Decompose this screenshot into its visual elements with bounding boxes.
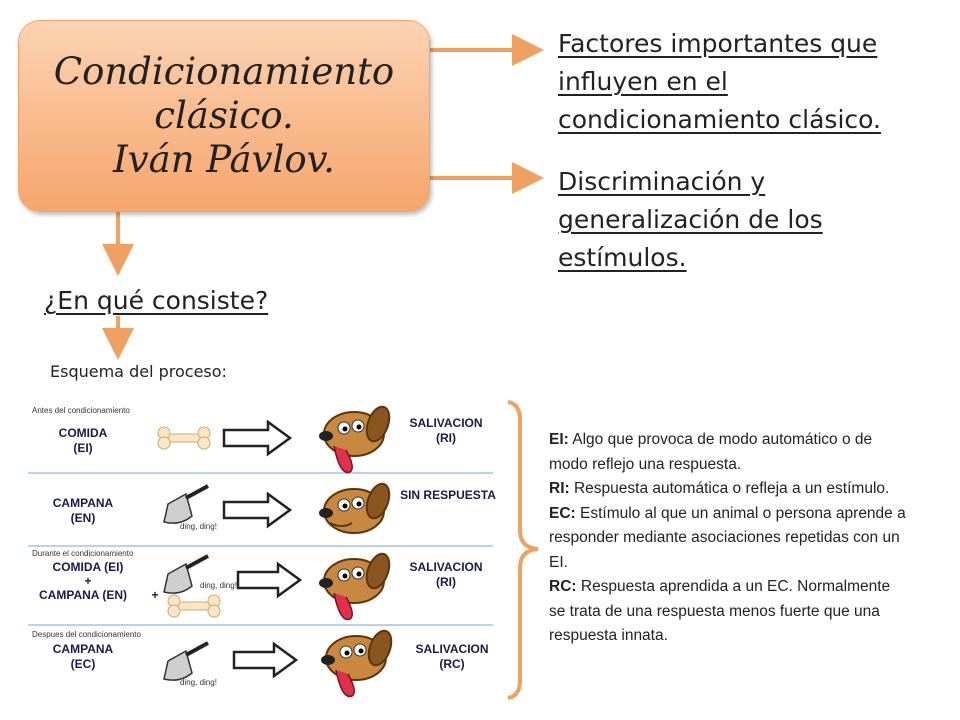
- food-plus: +: [151, 588, 159, 602]
- section-after-label: Despues del condicionamiento: [32, 630, 141, 639]
- row3-response: SALIVACION (RI): [409, 560, 483, 589]
- bell-icon: [164, 643, 208, 680]
- scheme-label: Esquema del proceso:: [50, 362, 227, 381]
- row1-response: SALIVACION (RI): [409, 416, 483, 445]
- row4-stimulus: CAMPANA (EC): [52, 642, 114, 671]
- title-line-2: clásico.: [154, 94, 294, 137]
- dog-salivating-icon: [319, 551, 394, 620]
- row1-stimulus: COMIDA (EI): [58, 426, 108, 455]
- dog-salivating-icon: [321, 628, 396, 697]
- definitions: [549, 428, 909, 649]
- dog-salivating-icon: [319, 404, 394, 473]
- bell-icon: [164, 486, 208, 523]
- bone-icon: [158, 427, 210, 449]
- bell-sound-label: ding, ding!: [180, 678, 217, 687]
- outline-arrow-icon: [224, 494, 290, 526]
- definition-ri: RI: Respuesta automática o refleja a un estímulo.: [549, 480, 890, 497]
- definition-ec: EC: Estímulo al que un animal o persona aprende a responder mediante asociaciones repetidas con un EI.: [549, 504, 906, 571]
- dog-neutral-icon: [319, 481, 394, 533]
- row3-stimulus-a: COMIDA (EI): [52, 560, 124, 574]
- row2-stimulus: CAMPANA (EN): [52, 496, 114, 525]
- bell-sound-label: ding, ding!: [180, 522, 217, 531]
- bone-icon: [168, 595, 220, 617]
- row3-plus: +: [84, 574, 92, 588]
- row3-stimulus-b: CAMPANA (EN): [39, 588, 127, 602]
- definition-ei: EI: Algo que provoca de modo automático o de modo reflejo una respuesta.: [549, 431, 873, 473]
- section-during-label: Durante el condicionamiento: [32, 549, 134, 558]
- section-before-label: Antes del condicionamiento: [32, 406, 130, 415]
- bracket: [508, 402, 538, 698]
- outline-arrow-icon: [238, 564, 300, 596]
- link-question[interactable]: ¿En qué consiste?: [44, 286, 269, 315]
- outline-arrow-icon: [234, 644, 296, 676]
- outline-arrow-icon: [224, 422, 290, 454]
- link-factors[interactable]: Factores importantes que influyen en el condicionamiento clásico.: [558, 29, 881, 134]
- bell-sound-label: ding, ding!: [200, 581, 237, 590]
- row2-response: SIN RESPUESTA: [400, 488, 496, 502]
- definition-rc: RC: Respuesta aprendida a un EC. Normalmente se trata de una respuesta menos fuerte que una respuesta innata.: [549, 578, 891, 644]
- row4-response: SALIVACION (RC): [415, 642, 489, 671]
- conditioning-diagram: [28, 398, 498, 708]
- title-box: [18, 20, 430, 212]
- title-line-1: Condicionamiento: [53, 50, 395, 93]
- title-line-3: Iván Pávlov.: [113, 138, 335, 181]
- link-discrimination[interactable]: Discriminación y generalización de los estímulos.: [558, 167, 823, 272]
